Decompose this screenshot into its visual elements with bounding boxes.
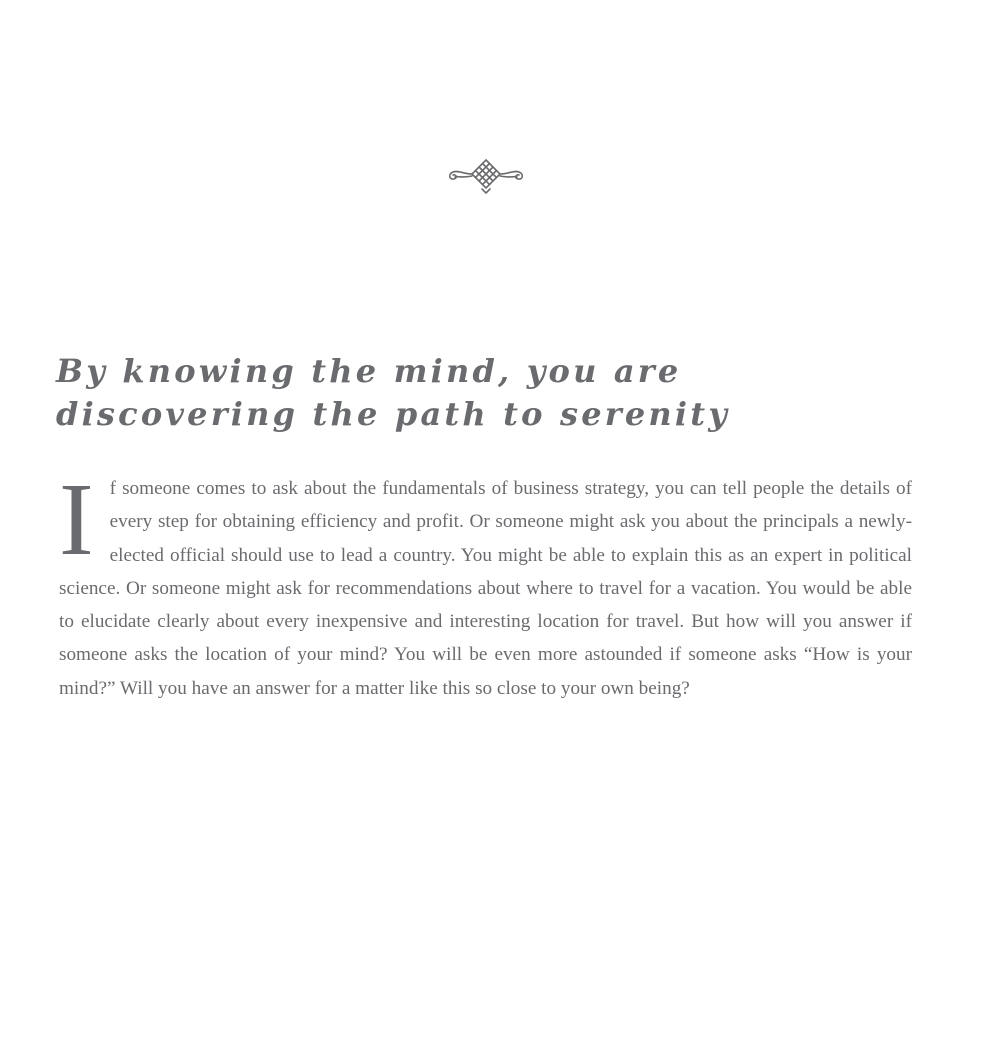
paragraph-text: f someone comes to ask about the fundamentals of business strategy, you can tell people the details of every step for obtaining efficiency and profit. Or someone might ask you about the principals a newly-elected official should use to lead a country. You might be able to explain this as an expert in political science. Or someone might ask for recommendations about where to travel for a vacation. You would be able to elucidate clearly about every inexpensive and interesting location for travel. But how will you answer if someone asks the location of your mind? You will be even more astounded if someone asks “How is your mind?” Will you have an answer for a matter like this so close to your own being? <box>59 478 912 699</box>
body-paragraph <box>59 462 912 705</box>
page-title: By knowing the mind, you are discovering the path to serenity <box>56 352 731 433</box>
drop-cap-letter: I <box>59 462 94 577</box>
ornament-flourish-icon <box>444 154 528 198</box>
